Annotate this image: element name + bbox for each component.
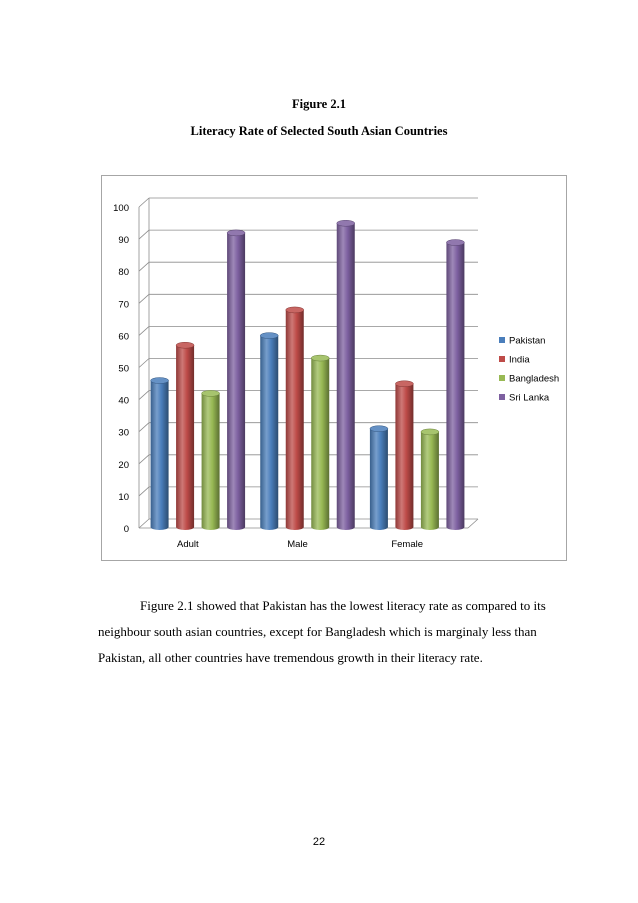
legend-swatch (499, 375, 505, 381)
gridline-depth (139, 198, 149, 207)
bar-pakistan-male (260, 336, 278, 530)
bar-bangladesh-adult (202, 393, 220, 530)
figure-number: Figure 2.1 (292, 97, 346, 111)
body-paragraph-line: Pakistan, all other countries have tremendous growth in their literacy rate. (98, 650, 483, 665)
legend-label: Pakistan (509, 335, 546, 347)
x-tick-label: Male (287, 539, 308, 550)
gridline-depth (139, 391, 149, 400)
bar-top-cap (370, 426, 388, 432)
gridline-depth (139, 519, 149, 528)
gridline-depth (139, 455, 149, 464)
bar-india-male (286, 310, 304, 530)
gridline-depth (139, 326, 149, 335)
y-tick-label: 70 (118, 299, 129, 311)
legend-label: India (509, 354, 530, 366)
gridline-depth (139, 359, 149, 368)
bar-top-cap (311, 355, 329, 361)
bar-bangladesh-female (421, 432, 439, 530)
page-number: 22 (312, 836, 326, 848)
body-paragraph-line: Figure 2.1 showed that Pakistan has the lowest literacy rate as compared to its (140, 598, 546, 613)
chart-area (101, 175, 567, 561)
bar-top-cap (151, 378, 169, 384)
bars (151, 220, 465, 530)
y-tick-label: 50 (118, 363, 129, 375)
bar-pakistan-adult (151, 381, 169, 530)
bar-sri-lanka-adult (227, 233, 245, 530)
bar-sri-lanka-female (446, 243, 464, 530)
y-tick-label: 90 (118, 235, 129, 247)
gridline-depth (139, 262, 149, 271)
gridline-depth (139, 487, 149, 496)
y-tick-label: 0 (123, 524, 129, 535)
legend-swatch (499, 337, 505, 343)
y-tick-label: 10 (118, 491, 129, 503)
y-tick-label: 40 (118, 395, 129, 407)
bar-bangladesh-male (311, 358, 329, 530)
bar-top-cap (176, 342, 194, 348)
y-tick-label: 60 (118, 331, 129, 343)
bar-top-cap (446, 240, 464, 246)
body-paragraph-line: neighbour south asian countries, except for Bangladesh which is marginaly less than (98, 624, 537, 639)
bar-top-cap (202, 390, 220, 396)
x-tick-label: Adult (177, 539, 199, 550)
bar-top-cap (395, 381, 413, 387)
y-tick-label: 20 (118, 459, 129, 471)
bar-top-cap (260, 333, 278, 339)
bar-top-cap (227, 230, 245, 236)
legend-label: Bangladesh (509, 373, 560, 385)
figure-caption: Literacy Rate of Selected South Asian Countries (190, 124, 448, 138)
gridline-depth (139, 423, 149, 432)
bar-top-cap (286, 307, 304, 313)
bar-pakistan-female (370, 429, 388, 530)
legend-label: Sri Lanka (509, 392, 550, 404)
gridline-depth (139, 294, 149, 303)
y-tick-label: 80 (118, 267, 129, 279)
legend (499, 336, 559, 404)
bar-india-female (395, 384, 413, 530)
y-tick-label: 100 (113, 203, 129, 214)
gridline-depth (139, 230, 149, 239)
y-tick-label: 30 (118, 427, 129, 439)
legend-swatch (499, 394, 505, 400)
x-tick-label: Female (391, 539, 424, 550)
floor-right-edge (468, 519, 478, 528)
bar-chart (102, 176, 566, 560)
bar-india-adult (176, 345, 194, 530)
bar-sri-lanka-male (337, 223, 355, 530)
bar-top-cap (421, 429, 439, 435)
bar-top-cap (337, 220, 355, 226)
legend-swatch (499, 356, 505, 362)
